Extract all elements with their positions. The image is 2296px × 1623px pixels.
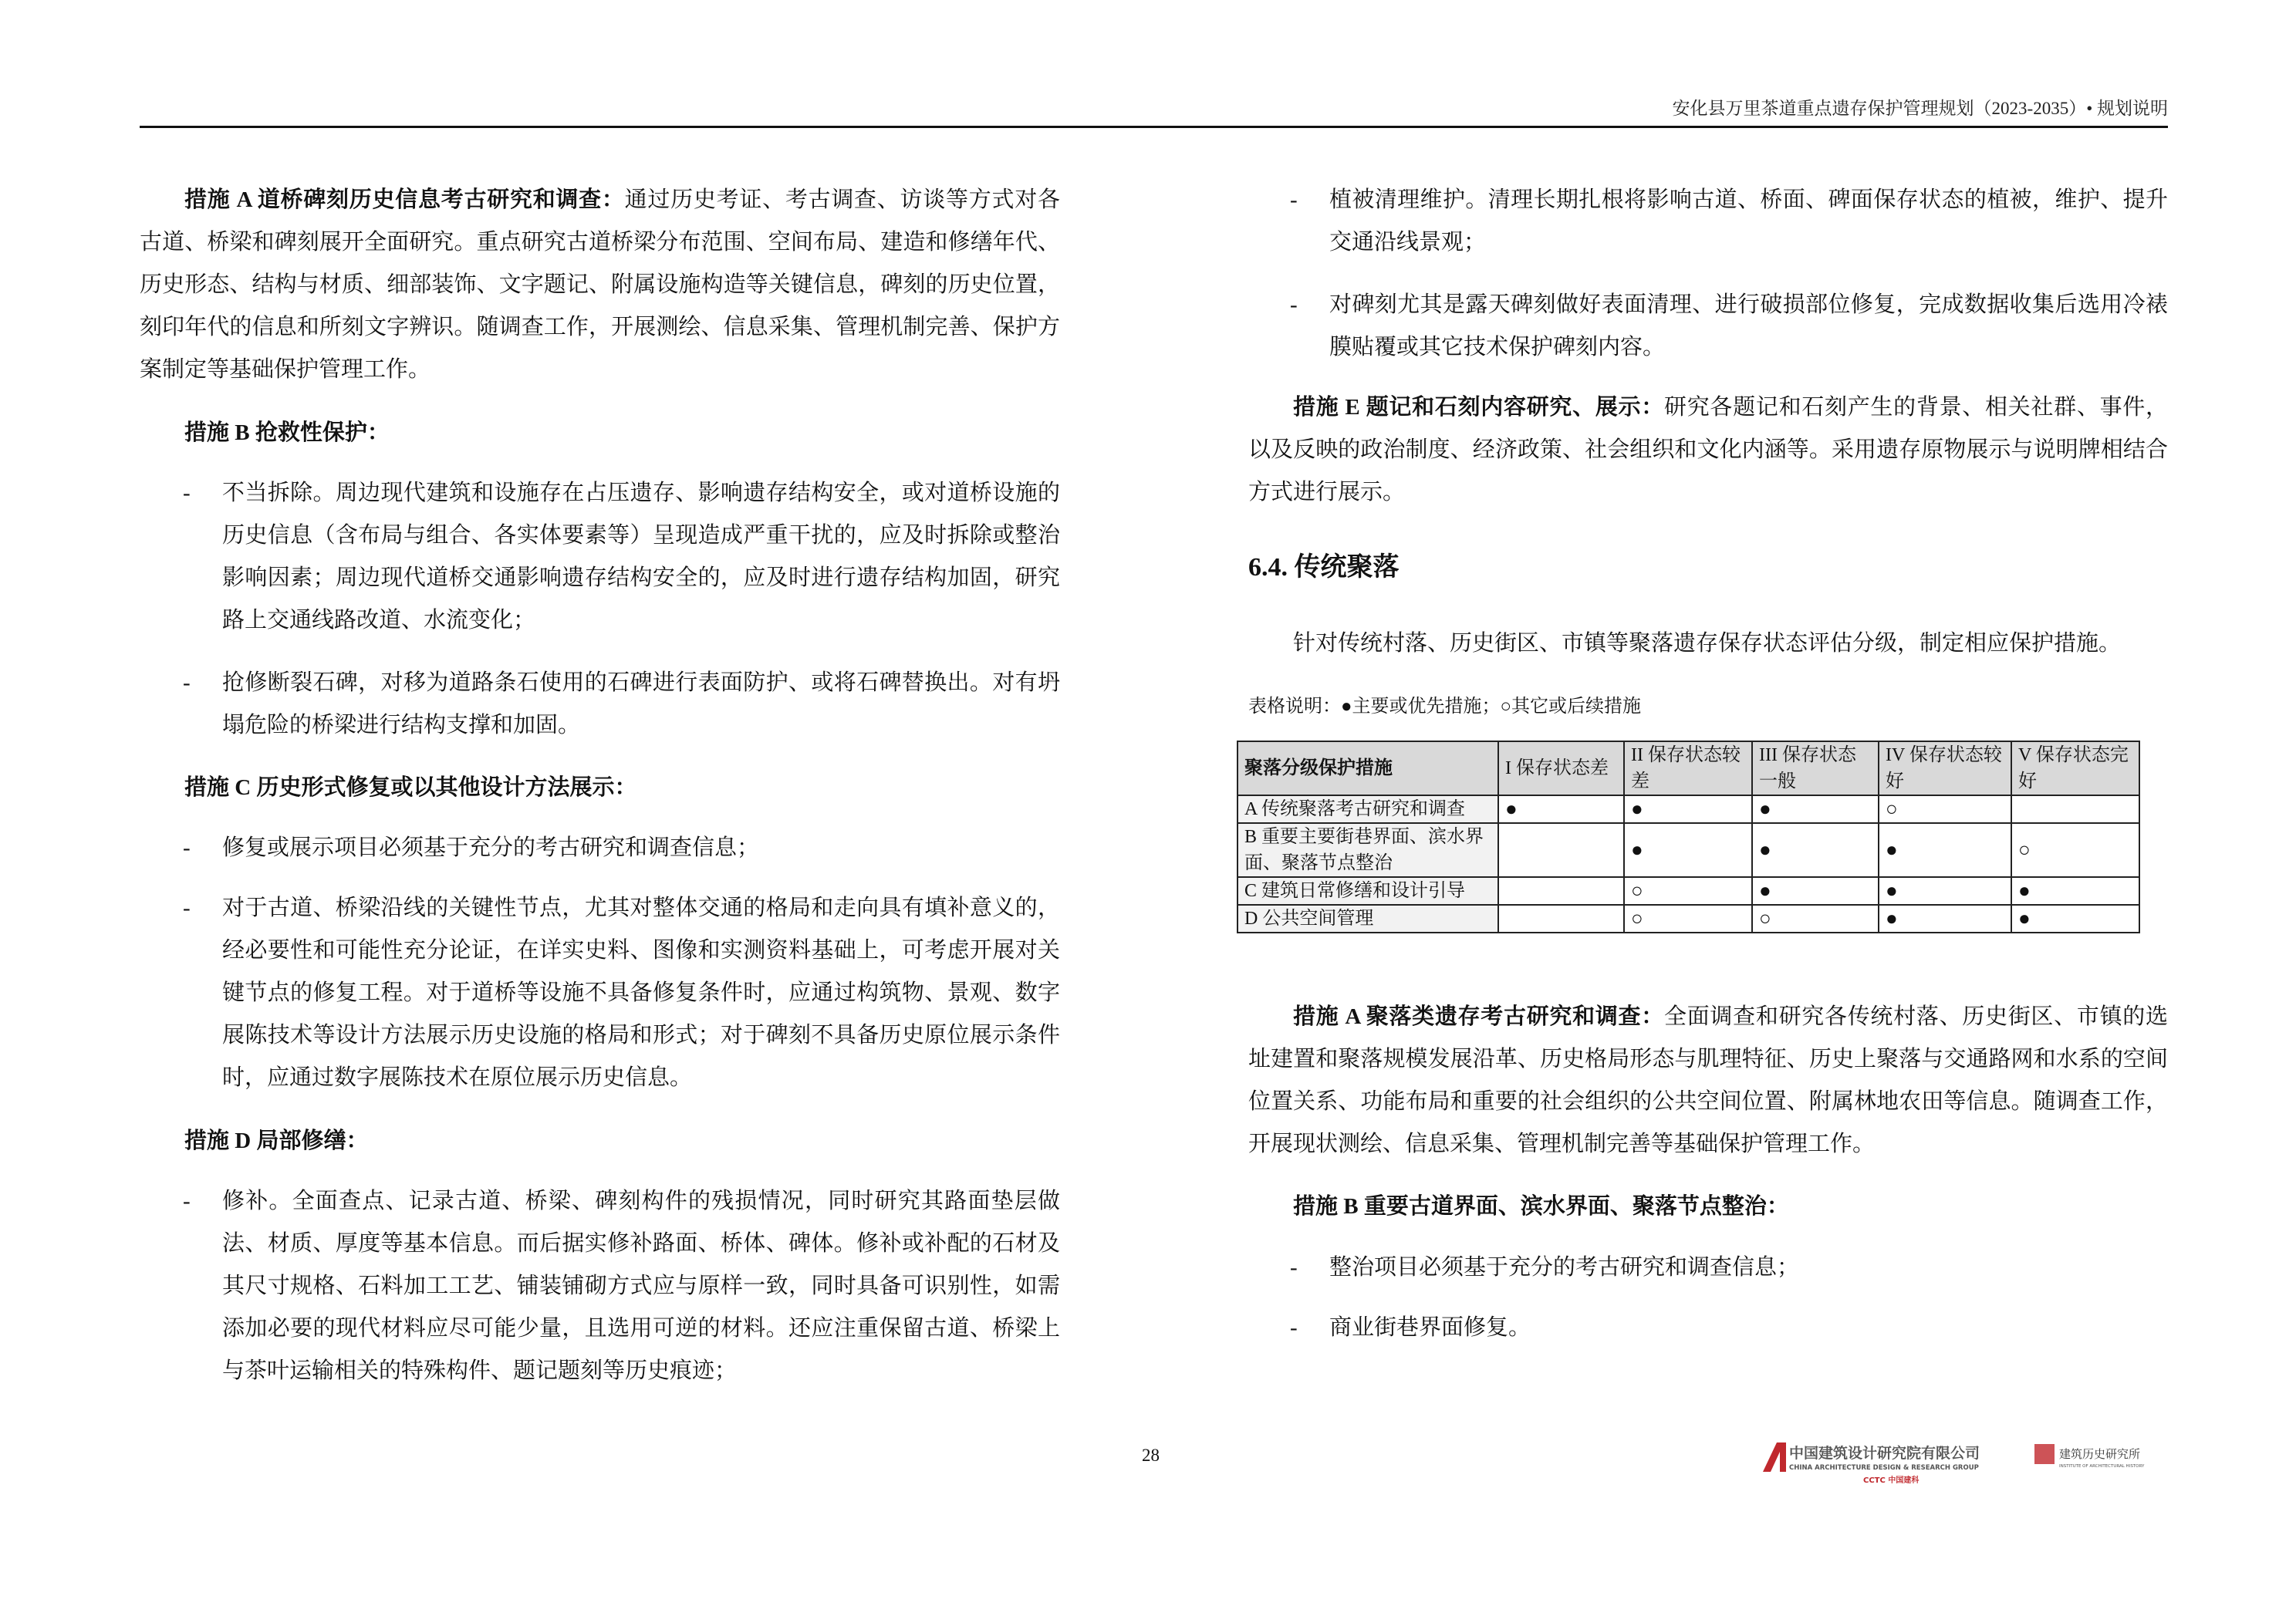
mark-cell: ● [1879, 905, 2011, 933]
mark-cell: ● [1498, 795, 1624, 823]
dash-bullet: - [183, 896, 191, 920]
measure-d-title: 措施 D 局部修缮： [184, 1129, 369, 1153]
row-label: A 传统聚落考古研究和调查 [1237, 795, 1498, 823]
table-row [1237, 795, 2139, 823]
mark-cell: ● [1879, 877, 2011, 905]
row-label: D 公共空间管理 [1237, 905, 1498, 933]
list-item-text: 不当拆除。周边现代建筑和设施存在占压遗存、影响遗存结构安全，或对道桥设施的历史信息（含布局与组合、各实体要素等）呈现造成严重干扰的，应及时拆除或整治影响因素；周边现代道桥交通影响遗存结构安全的，应及时进行遗存结构加固，研究路上交通线路改道、水流变化； [222, 481, 1060, 633]
mark-cell: ● [1752, 823, 1879, 877]
list-item-text: 商业街巷界面修复。 [1329, 1315, 1531, 1340]
list-item-text: 植被清理维护。清理长期扎根将影响古道、桥面、碑面保存状态的植被，维护、提升交通沿线景观； [1329, 187, 2168, 255]
dash-bullet: - [1290, 1255, 1298, 1280]
measure-c-title: 措施 C 历史形式修复或以其他设计方法展示： [184, 775, 637, 800]
table-row [1237, 823, 2139, 877]
mark-cell: ○ [1624, 905, 1752, 933]
list-item-text: 修补。全面查点、记录古道、桥梁、碑刻构件的残损情况，同时研究其路面垫层做法、材质、厚度等基本信息。而后据实修补路面、桥体、碑体。修补或补配的石材及其尺寸规格、石料加工工艺、铺装铺砌方式应与原样一致，同时具备可识别性，如需添加必要的现代材料应尽可能少量，且选用可逆的材料。还应注重保留古道、桥梁上与茶叶运输相关的特殊构件、题记题刻等历史痕迹； [222, 1189, 1060, 1383]
cctc-logo: CCTC 中国建科 [1863, 1476, 1920, 1485]
mark-cell: ● [1752, 877, 1879, 905]
table-row [1237, 877, 2139, 905]
mark-cell [1498, 877, 1624, 905]
measure-a-paragraph [140, 179, 1060, 391]
cadg-logo-text: 中国建筑设计研究院有限公司 [1789, 1445, 1980, 1462]
dash-bullet: - [1290, 292, 1298, 317]
dash-bullet: - [183, 670, 191, 695]
dash-bullet: - [183, 481, 191, 505]
row-label: C 建筑日常修缮和设计引导 [1237, 877, 1498, 905]
mark-cell: ○ [2011, 823, 2139, 877]
list-item-text: 对于古道、桥梁沿线的关键性节点，尤其对整体交通的格局和走向具有填补意义的，经必要性和可能性充分论证，在详实史料、图像和实测资料基础上，可考虑开展对关键节点的修复工程。对于道桥等设施不具备修复条件时，应通过构筑物、景观、数字展陈技术等设计方法展示历史设施的格局和形式；对于碑刻不具备历史原位展示条件时，应通过数字展陈技术在原位展示历史信息。 [222, 896, 1060, 1090]
table-row [1237, 905, 2139, 933]
mark-cell [1498, 823, 1624, 877]
cadg-logo-en: CHINA ARCHITECTURE DESIGN & RESEARCH GROUP [1789, 1464, 1979, 1472]
table-legend: 表格说明：●主要或优先措施；○其它或后续措施 [1248, 697, 1641, 717]
list-item [183, 662, 1060, 747]
mark-cell: ● [1624, 795, 1752, 823]
mark-cell: ● [1879, 823, 2011, 877]
section-heading: 6.4. 传统聚落 [1248, 553, 1400, 582]
header-rule [140, 126, 2168, 128]
measure-a-text: 通过历史考证、考古调查、访谈等方式对各古道、桥梁和碑刻展开全面研究。重点研究古道桥梁分布范围、空间布局、建造和修缮年代、历史形态、结构与材质、细部装饰、文字题记、附属设施构造等关键信息，碑刻的历史位置，刻印年代的信息和所刻文字辨识。随调查工作，开展测绘、信息采集、管理机制完善、保护方案制定等基础保护管理工作。 [140, 187, 1060, 382]
measure-e-paragraph [1248, 386, 2168, 514]
page-number: 28 [1142, 1446, 1160, 1465]
list-item-text: 整治项目必须基于充分的考古研究和调查信息； [1329, 1255, 1800, 1280]
table-header-row [1237, 741, 2139, 795]
section-intro: 针对传统村落、历史街区、市镇等聚落遗存保存状态评估分级，制定相应保护措施。 [1293, 631, 2122, 656]
list-item [183, 1180, 1060, 1392]
table-header-cell: I 保存状态差 [1498, 741, 1624, 795]
running-header: 安化县万里茶道重点遗存保护管理规划（2023-2035）• 规划说明 [1672, 99, 2168, 118]
mark-cell [1498, 905, 1624, 933]
list-item [183, 472, 1060, 642]
dash-bullet: - [1290, 187, 1298, 212]
table-header-cell: III 保存状态一般 [1752, 741, 1879, 795]
settlement-measure-b-title: 措施 B 重要古道界面、滨水界面、聚落节点整治： [1293, 1194, 1789, 1219]
list-item [183, 887, 1060, 1099]
measure-b-title: 措施 B 抢救性保护： [184, 420, 390, 445]
measure-a-title: 措施 A 道桥碑刻历史信息考古研究和调查： [184, 187, 625, 212]
publisher-logos [1763, 1441, 2164, 1487]
list-item [183, 827, 1060, 869]
mark-cell: ● [2011, 905, 2139, 933]
mark-cell: ○ [1752, 905, 1879, 933]
row-label: B 重要主要街巷界面、滨水界面、聚落节点整治 [1237, 823, 1498, 877]
list-item [1290, 1307, 2168, 1349]
dash-bullet: - [183, 1189, 191, 1213]
settlement-measure-a-paragraph [1248, 996, 2168, 1166]
dash-bullet: - [1290, 1315, 1298, 1340]
mark-cell [2011, 795, 2139, 823]
settlement-measures-table [1237, 741, 2140, 933]
mark-cell: ● [1752, 795, 1879, 823]
dash-bullet: - [183, 835, 191, 860]
mark-cell: ● [2011, 877, 2139, 905]
list-item [1290, 1247, 2168, 1289]
list-item [1290, 284, 2168, 369]
settlement-measure-a-text: 全面调查和研究各传统村落、历史街区、市镇的选址建置和聚落规模发展沿革、历史格局形态与肌理特征、历史上聚落与交通路网和水系的空间位置关系、功能布局和重要的社会组织的公共空间位置、附属林地农田等信息。随调查工作，开展现状测绘、信息采集、管理机制完善等基础保护管理工作。 [1248, 1004, 2168, 1156]
table-header-cell: II 保存状态较差 [1624, 741, 1752, 795]
iah-logo-en: INSTITUTE OF ARCHITECTURAL HISTORY [2059, 1464, 2145, 1469]
measure-e-title: 措施 E 题记和石刻内容研究、展示： [1293, 395, 1664, 420]
table-header-cell: V 保存状态完好 [2011, 741, 2139, 795]
iah-seal-icon [2034, 1444, 2055, 1464]
measure-e-text: 研究各题记和石刻产生的背景、相关社群、事件，以及反映的政治制度、经济政策、社会组织和文化内涵等。采用遗存原物展示与说明牌相结合方式进行展示。 [1248, 395, 2168, 504]
mark-cell: ● [1624, 823, 1752, 877]
table-header-cell: IV 保存状态较好 [1879, 741, 2011, 795]
cadg-logo-icon [1763, 1442, 1786, 1472]
table-header-cell: 聚落分级保护措施 [1237, 741, 1498, 795]
list-item-text: 抢修断裂石碑，对移为道路条石使用的石碑进行表面防护、或将石碑替换出。对有坍塌危险的桥梁进行结构支撑和加固。 [222, 670, 1060, 737]
settlement-measure-a-title: 措施 A 聚落类遗存考古研究和调查： [1293, 1004, 1664, 1029]
mark-cell: ○ [1624, 877, 1752, 905]
list-item-text: 对碑刻尤其是露天碑刻做好表面清理、进行破损部位修复，完成数据收集后选用冷裱膜贴覆或其它技术保护碑刻内容。 [1329, 292, 2168, 359]
list-item [1290, 179, 2168, 264]
mark-cell: ○ [1879, 795, 2011, 823]
iah-logo-text: 建筑历史研究所 [2059, 1447, 2141, 1461]
list-item-text: 修复或展示项目必须基于充分的考古研究和调查信息； [222, 835, 760, 860]
